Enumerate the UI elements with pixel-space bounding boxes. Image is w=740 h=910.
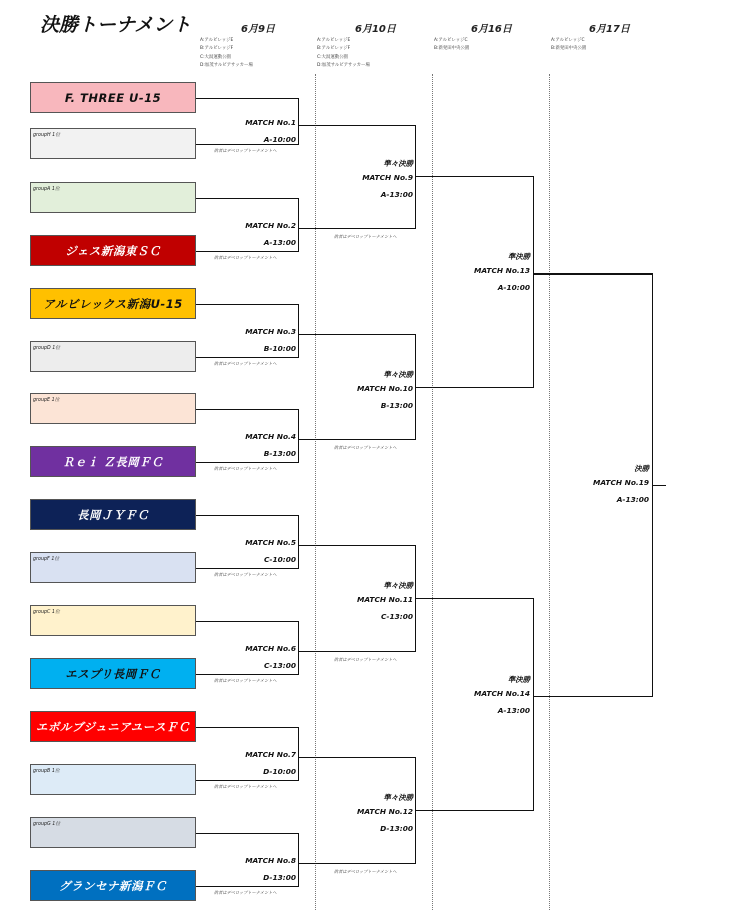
match-number: MATCH No.9 [362, 173, 413, 183]
match-number: MATCH No.8 [245, 856, 296, 865]
bracket-line [298, 198, 299, 252]
bracket-line [298, 727, 299, 781]
bracket-line [318, 863, 415, 864]
group-label: groupH 1位 [33, 133, 61, 138]
team-box[interactable] [30, 552, 196, 583]
match-time: B-10:00 [263, 344, 296, 353]
match-number: MATCH No.1 [245, 117, 296, 127]
match-number: MATCH No.13 [474, 266, 530, 276]
venue-list-day4 [551, 37, 586, 54]
loser-note: 敗者はデベロップトーナメントへ [214, 783, 277, 789]
bracket-line [196, 251, 298, 252]
venue-item: B:新発田中央公園 [434, 46, 470, 52]
venue-item: B:アルビレッジF [317, 46, 351, 52]
bracket-line [196, 886, 298, 887]
bracket-line [533, 273, 653, 274]
bracket-line [196, 674, 298, 675]
bracket-line [298, 757, 318, 758]
bracket-line [196, 833, 298, 834]
match-time: A-10:00 [497, 283, 530, 293]
loser-note: 敗者はデベロップトーナメントへ [334, 657, 397, 662]
match-time: A-13:00 [263, 238, 296, 247]
bracket-line [318, 439, 415, 440]
group-label: groupF 1位 [33, 557, 60, 562]
team-box[interactable] [30, 817, 196, 848]
bracket-line [298, 651, 318, 652]
date-day3: 6月16日 [471, 24, 512, 35]
team-name: F. THREE U-15 [64, 90, 162, 105]
bracket-line [298, 125, 318, 126]
bracket-line [196, 357, 298, 358]
bracket-line [196, 144, 298, 145]
group-label: groupC 1位 [33, 610, 60, 615]
bracket-line [652, 485, 666, 486]
bracket-line [196, 621, 298, 622]
match-number: MATCH No.11 [357, 595, 413, 604]
match-number: MATCH No.10 [357, 383, 413, 393]
team-box[interactable] [30, 341, 196, 372]
column-divider [549, 74, 550, 910]
round-label: 準々決勝 [383, 581, 413, 590]
team-box[interactable] [30, 182, 196, 213]
venue-item: B:アルビレッジF [200, 46, 234, 52]
bracket-line [415, 176, 533, 177]
venue-item: C:大潟運動公園 [200, 54, 231, 60]
team-box[interactable] [30, 870, 196, 901]
match-number: MATCH No.5 [245, 538, 296, 547]
match-time: B-13:00 [380, 400, 413, 410]
group-label: groupG 1位 [33, 822, 61, 827]
bracket-line [196, 462, 298, 463]
bracket-line [533, 176, 534, 387]
team-box[interactable] [30, 711, 196, 742]
bracket-line [298, 515, 299, 569]
bracket-line [196, 98, 298, 99]
loser-note: 敗者はデベロップトーナメントへ [214, 677, 277, 683]
venue-item: A:アルビレッジC [434, 38, 468, 43]
team-box[interactable] [30, 446, 196, 477]
round-label: 準決勝 [507, 675, 530, 684]
date-day4: 6月17日 [589, 24, 630, 35]
bracket-line [196, 515, 298, 516]
team-box[interactable] [30, 764, 196, 795]
match-time: C-13:00 [263, 661, 296, 670]
date-day2: 6月10日 [355, 24, 396, 35]
group-label: groupA 1位 [33, 187, 60, 192]
match-time: A-13:00 [616, 494, 649, 504]
bracket-line [415, 387, 533, 388]
loser-note: 敗者はデベロップトーナメントへ [214, 889, 277, 895]
team-box[interactable] [30, 605, 196, 636]
venue-list-day3 [434, 37, 469, 54]
round-label: 準決勝 [507, 252, 530, 262]
venue-list-day2 [317, 37, 370, 70]
team-name: グランセナ新潟ＦＣ [59, 878, 167, 893]
match-number: MATCH No.14 [474, 689, 530, 698]
column-divider [432, 74, 433, 910]
column-divider [315, 74, 316, 910]
group-label: groupE 1位 [33, 398, 60, 403]
team-name: エスプリ長岡ＦＣ [65, 666, 161, 681]
team-box[interactable] [30, 393, 196, 424]
match-number: MATCH No.19 [593, 477, 649, 487]
team-box[interactable] [30, 658, 196, 689]
venue-item: A:アルビレッジC [551, 38, 585, 43]
bracket-line [298, 334, 318, 335]
team-box[interactable] [30, 82, 196, 113]
team-name: ジェス新潟東ＳＣ [65, 243, 161, 258]
loser-note: 敗者はデベロップトーナメントへ [214, 147, 277, 153]
venue-item: A:アルビレッジE [200, 38, 234, 43]
round-label: 準々決勝 [383, 159, 413, 169]
date-day1: 6月9日 [241, 24, 275, 35]
venue-item: D:加茂サルビアサッカー場 [200, 62, 253, 68]
match-time: A-10:00 [263, 134, 296, 144]
bracket-line [298, 833, 299, 887]
team-box[interactable] [30, 288, 196, 319]
page-title: 決勝トーナメント [40, 14, 192, 36]
team-box[interactable] [30, 499, 196, 530]
match-number: MATCH No.4 [245, 432, 296, 441]
venue-item: C:大潟運動公園 [317, 54, 348, 60]
team-box[interactable] [30, 128, 196, 159]
loser-note: 敗者はデベロップトーナメントへ [334, 234, 397, 239]
match-time: D-10:00 [263, 767, 296, 776]
match-time: D-13:00 [263, 873, 296, 882]
bracket-line [298, 228, 318, 229]
match-time: B-13:00 [263, 449, 296, 458]
match-number: MATCH No.12 [357, 807, 413, 816]
bracket-line [196, 780, 298, 781]
bracket-line [298, 863, 318, 864]
team-box[interactable] [30, 235, 196, 266]
team-name: 長岡ＪＹＦＣ [77, 507, 149, 522]
bracket-line [196, 409, 298, 410]
bracket-line [318, 125, 415, 126]
match-number: MATCH No.6 [245, 644, 296, 653]
match-time: D-13:00 [380, 824, 413, 833]
bracket-line [318, 757, 415, 758]
bracket-line [318, 334, 415, 335]
match-number: MATCH No.3 [245, 327, 296, 336]
loser-note: 敗者はデベロップトーナメントへ [214, 254, 277, 260]
match-number: MATCH No.7 [245, 750, 296, 759]
venue-list-day1 [200, 37, 253, 70]
loser-note: 敗者はデベロップトーナメントへ [214, 571, 277, 577]
bracket-line [298, 621, 299, 675]
bracket-line [298, 439, 318, 440]
match-time: A-13:00 [380, 190, 413, 200]
bracket-line [318, 228, 415, 229]
round-label: 決勝 [634, 463, 649, 473]
venue-item: A:アルビレッジE [317, 38, 351, 43]
loser-note: 敗者はデベロップトーナメントへ [214, 360, 277, 366]
bracket-line [298, 545, 318, 546]
bracket-line [298, 304, 299, 358]
bracket-line [298, 98, 299, 145]
team-name: アルビレックス新潟U-15 [43, 296, 183, 311]
bracket-line [196, 568, 298, 569]
bracket-line [318, 651, 415, 652]
group-label: groupD 1位 [33, 346, 61, 351]
match-number: MATCH No.2 [245, 221, 296, 230]
group-label: groupB 1位 [33, 769, 60, 774]
loser-note: 敗者はデベロップトーナメントへ [334, 445, 397, 450]
bracket-line [533, 696, 653, 697]
round-label: 準々決勝 [383, 793, 413, 802]
venue-item: B:新発田中央公園 [551, 46, 587, 52]
loser-note: 敗者はデベロップトーナメントへ [334, 869, 397, 874]
match-time: C-10:00 [263, 555, 296, 564]
team-name: Ｒｅｉ Ｚ長岡ＦＣ [62, 454, 164, 469]
bracket-line [196, 198, 298, 199]
bracket-line [415, 810, 533, 811]
bracket-line [298, 409, 299, 463]
team-name: エボルブジュニアユースＦＣ [35, 719, 191, 734]
match-time: A-13:00 [497, 706, 530, 715]
venue-item: D:加茂サルビアサッカー場 [317, 62, 370, 68]
loser-note: 敗者はデベロップトーナメントへ [214, 465, 277, 471]
round-label: 準々決勝 [383, 369, 413, 379]
bracket-line [533, 598, 534, 811]
bracket-line [318, 545, 415, 546]
match-time: C-13:00 [380, 612, 413, 621]
bracket-line [415, 598, 533, 599]
bracket-line [196, 727, 298, 728]
bracket-line [196, 304, 298, 305]
